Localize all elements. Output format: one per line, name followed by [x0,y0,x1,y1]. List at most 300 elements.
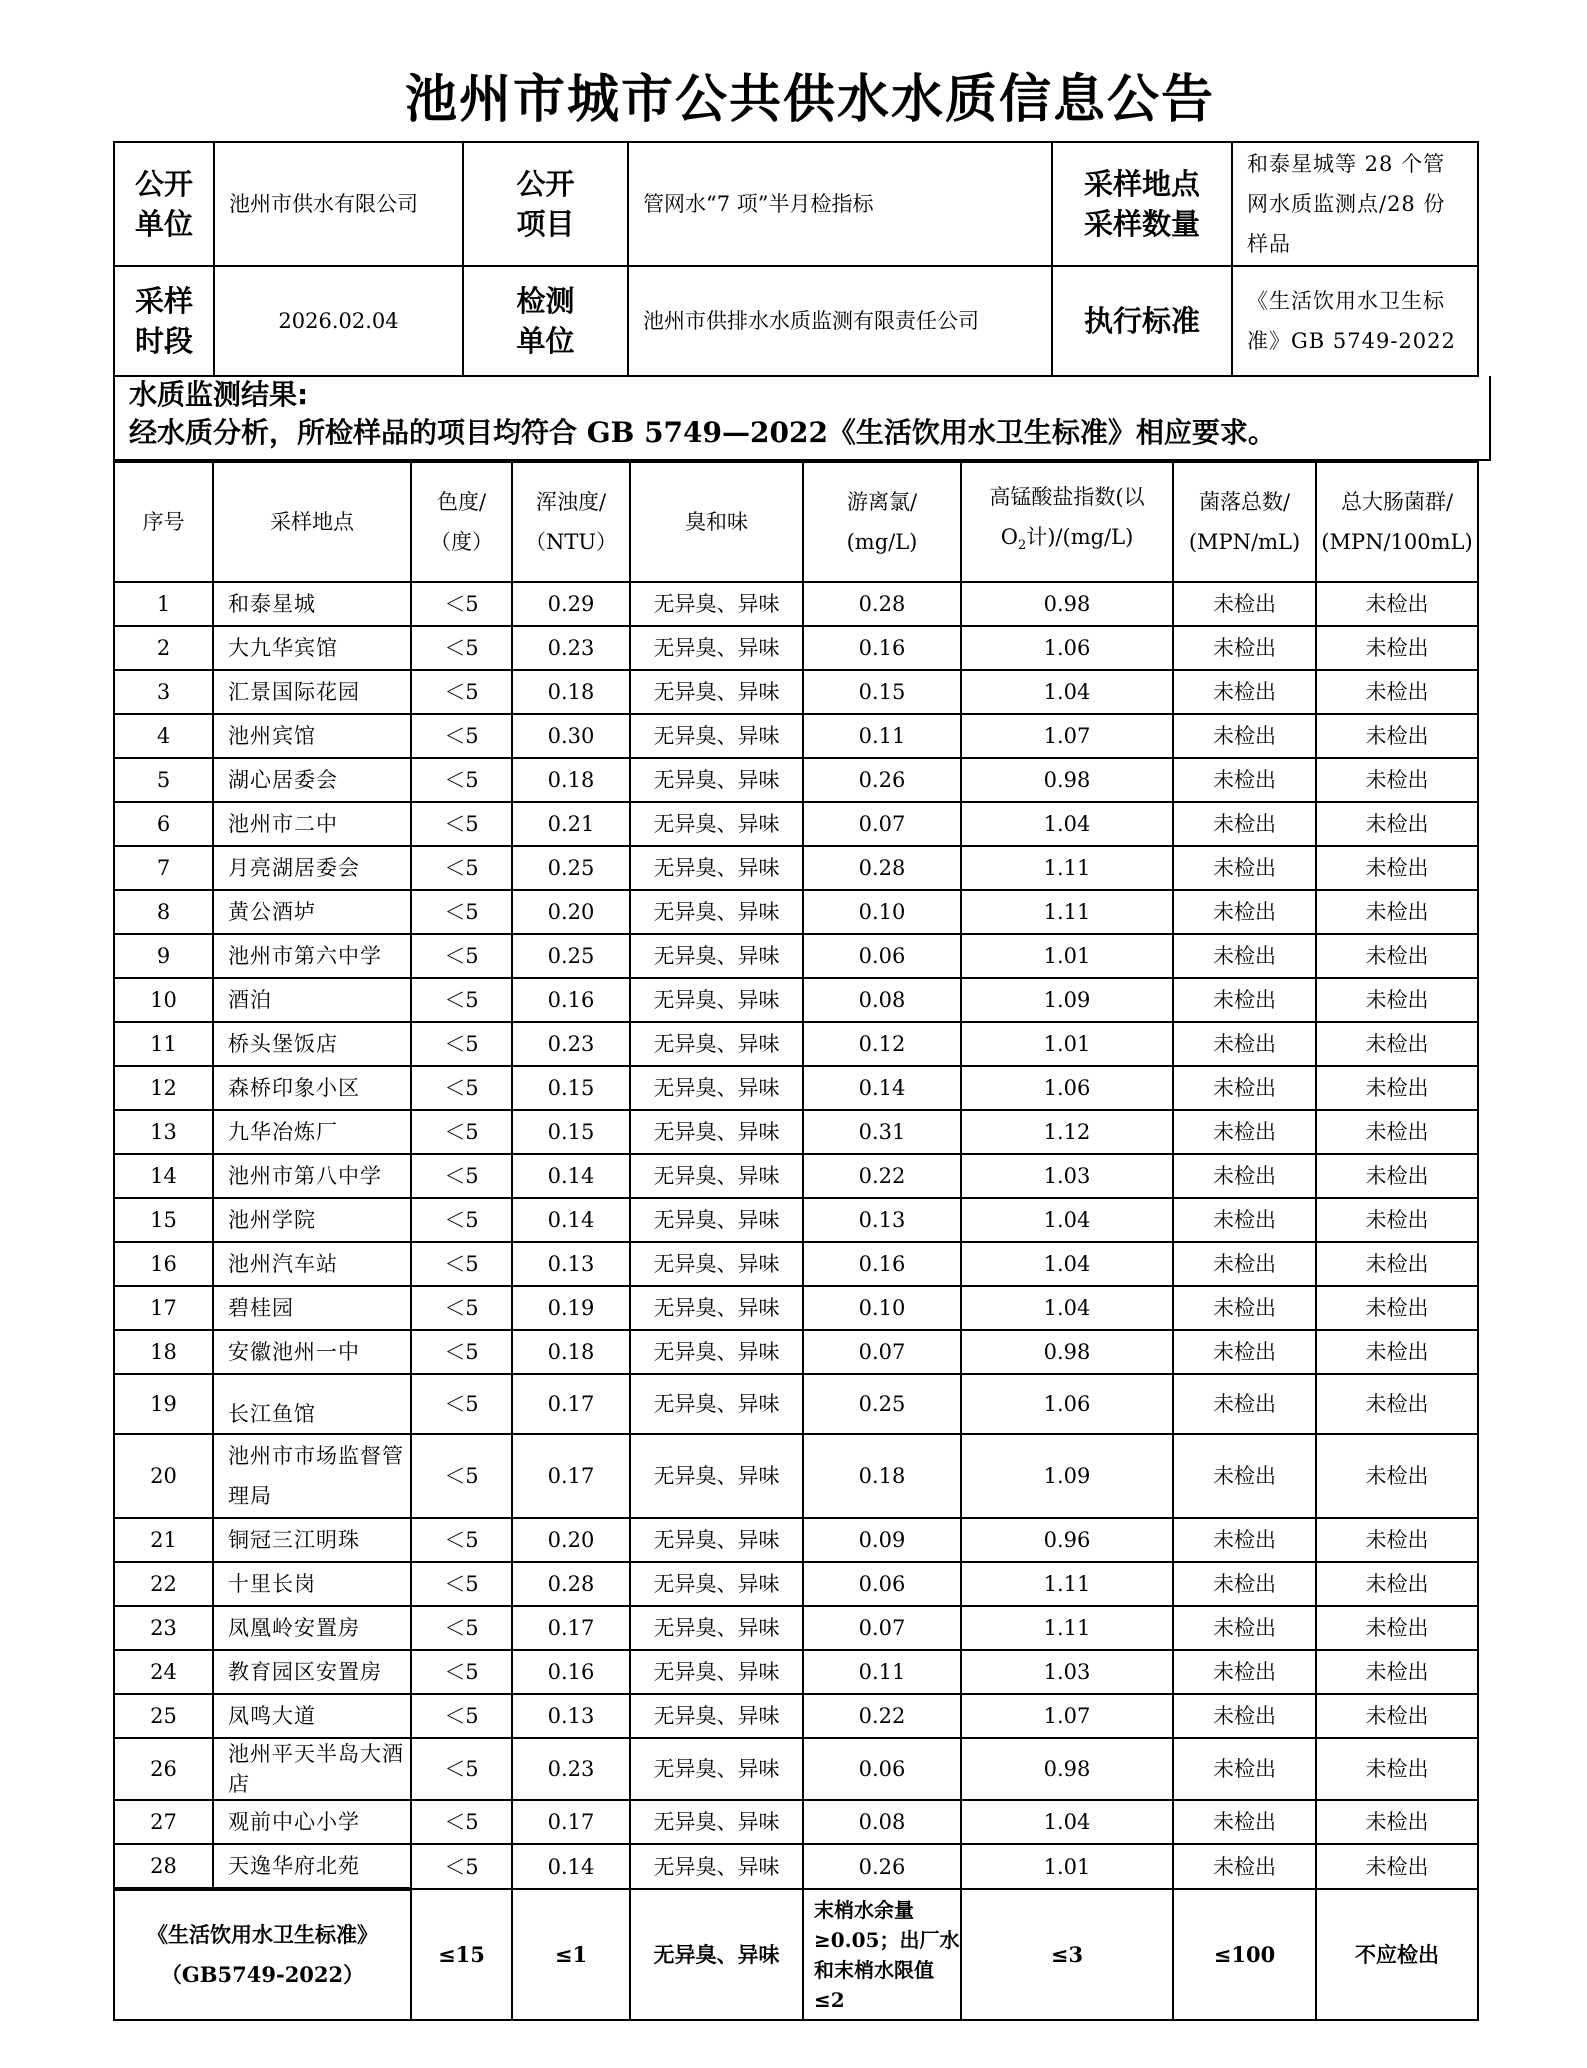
cell-no: 20 [114,1434,213,1518]
table-row [114,1374,1478,1434]
cell-turbidity: 0.23 [512,626,630,670]
cell-coliform: 未检出 [1316,1154,1478,1198]
limit-turbidity: ≤1 [512,1889,630,2020]
period-value: 2026.02.04 [214,266,463,376]
cell-codmn: 1.04 [961,1800,1173,1844]
lab-label-line1: 检测 [516,284,575,318]
cell-odor: 无异臭、异味 [630,802,803,846]
cell-coliform: 未检出 [1316,1330,1478,1374]
cell-turbidity: 0.15 [512,1110,630,1154]
cell-odor: 无异臭、异味 [630,1242,803,1286]
cell-turbidity: 0.30 [512,714,630,758]
cell-bacteria: 未检出 [1173,582,1316,626]
cell-chlorine: 0.18 [803,1434,961,1518]
cell-no: 18 [114,1330,213,1374]
cell-site: 长江鱼馆 [213,1374,411,1434]
cell-bacteria: 未检出 [1173,1110,1316,1154]
cell-turbidity: 0.20 [512,890,630,934]
cell-codmn: 1.11 [961,846,1173,890]
cell-chlorine: 0.26 [803,758,961,802]
cell-no: 13 [114,1110,213,1154]
cell-chlorine: 0.14 [803,1066,961,1110]
cell-bacteria: 未检出 [1173,1198,1316,1242]
cell-odor: 无异臭、异味 [630,1330,803,1374]
cell-site: 观前中心小学 [213,1800,411,1844]
cell-coliform: 未检出 [1316,670,1478,714]
cell-turbidity: 0.18 [512,1330,630,1374]
cell-codmn: 1.06 [961,1066,1173,1110]
cell-chlorine: 0.08 [803,978,961,1022]
cell-color: ＜5 [411,1694,512,1738]
cell-color: ＜5 [411,846,512,890]
cell-bacteria: 未检出 [1173,1562,1316,1606]
result-block [113,376,1491,461]
cell-coliform: 未检出 [1316,1434,1478,1518]
cell-turbidity: 0.13 [512,1242,630,1286]
table-row [114,1022,1478,1066]
cell-odor: 无异臭、异味 [630,1844,803,1889]
cell-odor: 无异臭、异味 [630,1800,803,1844]
table-row [114,978,1478,1022]
cell-odor: 无异臭、异味 [630,1066,803,1110]
cell-site: 湖心居委会 [213,758,411,802]
cell-chlorine: 0.15 [803,670,961,714]
cell-no: 27 [114,1800,213,1844]
publisher-label [114,142,214,266]
column-header-color: 色度/ （度） [411,462,512,582]
cell-coliform: 未检出 [1316,626,1478,670]
standard-limits-row [114,1889,1478,2020]
limit-bacteria: ≤100 [1173,1889,1316,2020]
cell-color: ＜5 [411,1800,512,1844]
cell-turbidity: 0.17 [512,1800,630,1844]
cell-site: 凤凰岭安置房 [213,1606,411,1650]
cell-coliform: 未检出 [1316,1286,1478,1330]
cell-codmn: 1.06 [961,1374,1173,1434]
table-row [114,1066,1478,1110]
cell-coliform: 未检出 [1316,1066,1478,1110]
cell-no: 23 [114,1606,213,1650]
cell-coliform: 未检出 [1316,1198,1478,1242]
cell-no: 19 [114,1374,213,1434]
cell-color: ＜5 [411,1022,512,1066]
cell-site: 池州平天半岛大酒店 [213,1738,411,1800]
cell-codmn: 1.07 [961,1694,1173,1738]
cell-odor: 无异臭、异味 [630,1606,803,1650]
cell-no: 7 [114,846,213,890]
cell-chlorine: 0.31 [803,1110,961,1154]
cell-chlorine: 0.09 [803,1518,961,1562]
cell-codmn: 1.03 [961,1650,1173,1694]
cell-coliform: 未检出 [1316,1562,1478,1606]
column-header-odor: 臭和味 [630,462,803,582]
lab-label-line2: 单位 [516,324,575,358]
cell-bacteria: 未检出 [1173,846,1316,890]
cell-odor: 无异臭、异味 [630,1518,803,1562]
cell-codmn: 1.04 [961,1242,1173,1286]
limit-codmn: ≤3 [961,1889,1173,2020]
cell-site: 大九华宾馆 [213,626,411,670]
cell-site: 教育园区安置房 [213,1650,411,1694]
item-label-line2: 项目 [516,207,575,241]
cell-bacteria: 未检出 [1173,714,1316,758]
table-row [114,1738,1478,1800]
table-row [114,1562,1478,1606]
cell-odor: 无异臭、异味 [630,1694,803,1738]
standard-name-cell [114,1889,411,2020]
cell-site: 黄公酒垆 [213,890,411,934]
table-row [114,802,1478,846]
cell-site: 池州宾馆 [213,714,411,758]
cell-bacteria: 未检出 [1173,1800,1316,1844]
cell-odor: 无异臭、异味 [630,978,803,1022]
cell-no: 5 [114,758,213,802]
cell-turbidity: 0.21 [512,802,630,846]
cell-codmn: 0.96 [961,1518,1173,1562]
cell-bacteria: 未检出 [1173,670,1316,714]
cell-color: ＜5 [411,1738,512,1800]
cell-color: ＜5 [411,1650,512,1694]
info-row-1 [114,142,1478,266]
limit-coliform: 不应检出 [1316,1889,1478,2020]
table-row [114,626,1478,670]
cell-odor: 无异臭、异味 [630,1022,803,1066]
cell-turbidity: 0.15 [512,1066,630,1110]
cell-codmn: 1.11 [961,890,1173,934]
cell-bacteria: 未检出 [1173,802,1316,846]
table-row [114,1286,1478,1330]
cell-codmn: 1.06 [961,626,1173,670]
column-header-bacteria: 菌落总数/ (MPN/mL) [1173,462,1316,582]
cell-odor: 无异臭、异味 [630,1110,803,1154]
cell-codmn: 1.09 [961,978,1173,1022]
cell-no: 26 [114,1738,213,1800]
cell-coliform: 未检出 [1316,1694,1478,1738]
cell-no: 28 [114,1844,213,1889]
cell-turbidity: 0.17 [512,1434,630,1518]
cell-codmn: 1.01 [961,934,1173,978]
cell-color: ＜5 [411,1066,512,1110]
cell-codmn: 1.01 [961,1022,1173,1066]
cell-turbidity: 0.17 [512,1374,630,1434]
standard-name-line2: （GB5749-2022） [160,1962,365,1987]
table-row [114,1110,1478,1154]
cell-no: 16 [114,1242,213,1286]
table-row [114,1330,1478,1374]
column-header-coliform: 总大肠菌群/ (MPN/100mL) [1316,462,1478,582]
cell-odor: 无异臭、异味 [630,626,803,670]
cell-no: 10 [114,978,213,1022]
table-row [114,934,1478,978]
cell-bacteria: 未检出 [1173,1286,1316,1330]
cell-no: 6 [114,802,213,846]
cell-color: ＜5 [411,758,512,802]
cell-chlorine: 0.16 [803,1242,961,1286]
cell-coliform: 未检出 [1316,1518,1478,1562]
cell-bacteria: 未检出 [1173,1844,1316,1889]
table-row [114,758,1478,802]
cell-bacteria: 未检出 [1173,1330,1316,1374]
cell-no: 11 [114,1022,213,1066]
cell-turbidity: 0.14 [512,1198,630,1242]
cell-odor: 无异臭、异味 [630,1562,803,1606]
sampling-value: 和泰星城等 28 个管网水质监测点/28 份样品 [1232,142,1478,266]
cell-color: ＜5 [411,802,512,846]
column-header-codmn: 高锰酸盐指数(以 $O_2$计)/(mg/L) [961,462,1173,582]
period-label-line2: 时段 [134,324,193,358]
cell-color: ＜5 [411,1198,512,1242]
cell-bacteria: 未检出 [1173,1066,1316,1110]
cell-turbidity: 0.20 [512,1518,630,1562]
cell-no: 8 [114,890,213,934]
table-row [114,670,1478,714]
cell-site: 森桥印象小区 [213,1066,411,1110]
cell-odor: 无异臭、异味 [630,714,803,758]
limit-chlorine: 末梢水余量≥0.05；出厂水和末梢水限值≤2 [803,1889,961,2020]
cell-coliform: 未检出 [1316,1800,1478,1844]
cell-codmn: 1.04 [961,670,1173,714]
table-row [114,1650,1478,1694]
cell-site: 池州市第六中学 [213,934,411,978]
cell-bacteria: 未检出 [1173,1434,1316,1518]
cell-site: 碧桂园 [213,1286,411,1330]
column-header-no: 序号 [114,462,213,582]
cell-color: ＜5 [411,1154,512,1198]
table-header-row [114,462,1478,582]
cell-site: 池州市二中 [213,802,411,846]
cell-codmn: 1.12 [961,1110,1173,1154]
publisher-label-line1: 公开 [134,167,193,201]
cell-bacteria: 未检出 [1173,758,1316,802]
cell-codmn: 1.11 [961,1562,1173,1606]
cell-odor: 无异臭、异味 [630,1374,803,1434]
cell-site: 池州学院 [213,1198,411,1242]
table-row [114,1518,1478,1562]
cell-site: 池州汽车站 [213,1242,411,1286]
cell-coliform: 未检出 [1316,890,1478,934]
info-table [113,141,1479,377]
cell-coliform: 未检出 [1316,934,1478,978]
cell-no: 1 [114,582,213,626]
cell-odor: 无异臭、异味 [630,1738,803,1800]
cell-coliform: 未检出 [1316,1606,1478,1650]
cell-odor: 无异臭、异味 [630,582,803,626]
cell-no: 17 [114,1286,213,1330]
cell-site: 凤鸣大道 [213,1694,411,1738]
cell-turbidity: 0.14 [512,1154,630,1198]
cell-odor: 无异臭、异味 [630,846,803,890]
period-label-line1: 采样 [134,284,193,318]
cell-color: ＜5 [411,1518,512,1562]
publisher-label-line2: 单位 [134,207,193,241]
table-row [114,1154,1478,1198]
cell-turbidity: 0.18 [512,758,630,802]
cell-codmn: 0.98 [961,758,1173,802]
column-header-turbidity: 浑浊度/ （NTU） [512,462,630,582]
cell-no: 4 [114,714,213,758]
result-heading: 水质监测结果: [129,378,309,411]
cell-odor: 无异臭、异味 [630,1286,803,1330]
cell-turbidity: 0.18 [512,670,630,714]
cell-coliform: 未检出 [1316,1374,1478,1434]
cell-color: ＜5 [411,1844,512,1889]
standard-value: 《生活饮用水卫生标准》GB 5749-2022 [1232,266,1478,376]
lab-label [463,266,628,376]
table-row [114,1242,1478,1286]
cell-bacteria: 未检出 [1173,626,1316,670]
cell-site: 和泰星城 [213,582,411,626]
cell-color: ＜5 [411,1110,512,1154]
cell-odor: 无异臭、异味 [630,1650,803,1694]
cell-no: 3 [114,670,213,714]
cell-codmn: 1.01 [961,1844,1173,1889]
cell-coliform: 未检出 [1316,758,1478,802]
cell-color: ＜5 [411,1374,512,1434]
item-label-line1: 公开 [516,167,575,201]
table-row [114,1606,1478,1650]
cell-coliform: 未检出 [1316,846,1478,890]
cell-chlorine: 0.16 [803,626,961,670]
cell-chlorine: 0.11 [803,714,961,758]
cell-chlorine: 0.11 [803,1650,961,1694]
cell-coliform: 未检出 [1316,582,1478,626]
standard-name-line1: 《生活饮用水卫生标准》 [147,1922,378,1947]
cell-odor: 无异臭、异味 [630,1154,803,1198]
column-header-site: 采样地点 [213,462,411,582]
cell-no: 15 [114,1198,213,1242]
cell-odor: 无异臭、异味 [630,1434,803,1518]
cell-odor: 无异臭、异味 [630,890,803,934]
cell-codmn: 0.98 [961,1330,1173,1374]
cell-color: ＜5 [411,1286,512,1330]
cell-coliform: 未检出 [1316,1650,1478,1694]
cell-site: 池州市第八中学 [213,1154,411,1198]
cell-site: 安徽池州一中 [213,1330,411,1374]
cell-chlorine: 0.07 [803,802,961,846]
cell-no: 14 [114,1154,213,1198]
cell-chlorine: 0.13 [803,1198,961,1242]
info-row-2 [114,266,1478,376]
cell-codmn: 1.07 [961,714,1173,758]
cell-odor: 无异臭、异味 [630,934,803,978]
table-row [114,1844,1478,1889]
cell-bacteria: 未检出 [1173,1154,1316,1198]
cell-codmn: 1.09 [961,1434,1173,1518]
cell-color: ＜5 [411,582,512,626]
cell-chlorine: 0.06 [803,1562,961,1606]
table-row [114,714,1478,758]
cell-bacteria: 未检出 [1173,978,1316,1022]
cell-bacteria: 未检出 [1173,1242,1316,1286]
cell-bacteria: 未检出 [1173,934,1316,978]
sampling-label [1052,142,1232,266]
lab-value: 池州市供排水水质监测有限责任公司 [628,266,1052,376]
cell-chlorine: 0.22 [803,1694,961,1738]
cell-site: 桥头堡饭店 [213,1022,411,1066]
cell-site: 天逸华府北苑 [213,1844,411,1889]
cell-chlorine: 0.22 [803,1154,961,1198]
cell-odor: 无异臭、异味 [630,670,803,714]
cell-no: 9 [114,934,213,978]
cell-chlorine: 0.28 [803,582,961,626]
cell-site: 池州市市场监督管理局 [213,1434,411,1518]
publisher-value: 池州市供水有限公司 [214,142,463,266]
cell-chlorine: 0.07 [803,1606,961,1650]
cell-site: 铜冠三江明珠 [213,1518,411,1562]
cell-turbidity: 0.16 [512,978,630,1022]
item-value: 管网水“7 项”半月检指标 [628,142,1052,266]
cell-turbidity: 0.25 [512,846,630,890]
cell-coliform: 未检出 [1316,802,1478,846]
cell-chlorine: 0.10 [803,890,961,934]
cell-chlorine: 0.25 [803,1374,961,1434]
cell-bacteria: 未检出 [1173,1022,1316,1066]
cell-odor: 无异臭、异味 [630,1198,803,1242]
cell-codmn: 1.03 [961,1154,1173,1198]
limit-odor: 无异臭、异味 [630,1889,803,2020]
cell-coliform: 未检出 [1316,1738,1478,1800]
limit-color: ≤15 [411,1889,512,2020]
cell-coliform: 未检出 [1316,978,1478,1022]
cell-color: ＜5 [411,1330,512,1374]
cell-chlorine: 0.26 [803,1844,961,1889]
cell-turbidity: 0.16 [512,1650,630,1694]
cell-chlorine: 0.06 [803,1738,961,1800]
item-label [463,142,628,266]
sampling-label-line1: 采样地点 [1083,167,1200,201]
cell-color: ＜5 [411,890,512,934]
cell-bacteria: 未检出 [1173,1606,1316,1650]
cell-odor: 无异臭、异味 [630,758,803,802]
cell-chlorine: 0.12 [803,1022,961,1066]
cell-turbidity: 0.25 [512,934,630,978]
cell-bacteria: 未检出 [1173,1374,1316,1434]
cell-color: ＜5 [411,1562,512,1606]
cell-color: ＜5 [411,626,512,670]
cell-color: ＜5 [411,978,512,1022]
cell-color: ＜5 [411,1606,512,1650]
table-row [114,1434,1478,1518]
cell-chlorine: 0.28 [803,846,961,890]
cell-bacteria: 未检出 [1173,890,1316,934]
cell-site: 汇景国际花园 [213,670,411,714]
cell-color: ＜5 [411,1242,512,1286]
table-row [114,1198,1478,1242]
water-quality-table [113,461,1479,2021]
cell-color: ＜5 [411,934,512,978]
cell-turbidity: 0.29 [512,582,630,626]
cell-bacteria: 未检出 [1173,1738,1316,1800]
cell-no: 2 [114,626,213,670]
table-row [114,1694,1478,1738]
cell-codmn: 1.04 [961,802,1173,846]
table-row [114,582,1478,626]
cell-turbidity: 0.28 [512,1562,630,1606]
cell-coliform: 未检出 [1316,714,1478,758]
cell-coliform: 未检出 [1316,1022,1478,1066]
cell-site: 酒泊 [213,978,411,1022]
cell-chlorine: 0.10 [803,1286,961,1330]
result-summary: 经水质分析，所检样品的项目均符合 GB 5749—2022《生活饮用水卫生标准》相应要求。 [129,416,1276,449]
period-label [114,266,214,376]
cell-codmn: 1.04 [961,1198,1173,1242]
cell-bacteria: 未检出 [1173,1694,1316,1738]
cell-codmn: 1.04 [961,1286,1173,1330]
cell-codmn: 1.11 [961,1606,1173,1650]
cell-bacteria: 未检出 [1173,1518,1316,1562]
cell-no: 22 [114,1562,213,1606]
table-row [114,1800,1478,1844]
